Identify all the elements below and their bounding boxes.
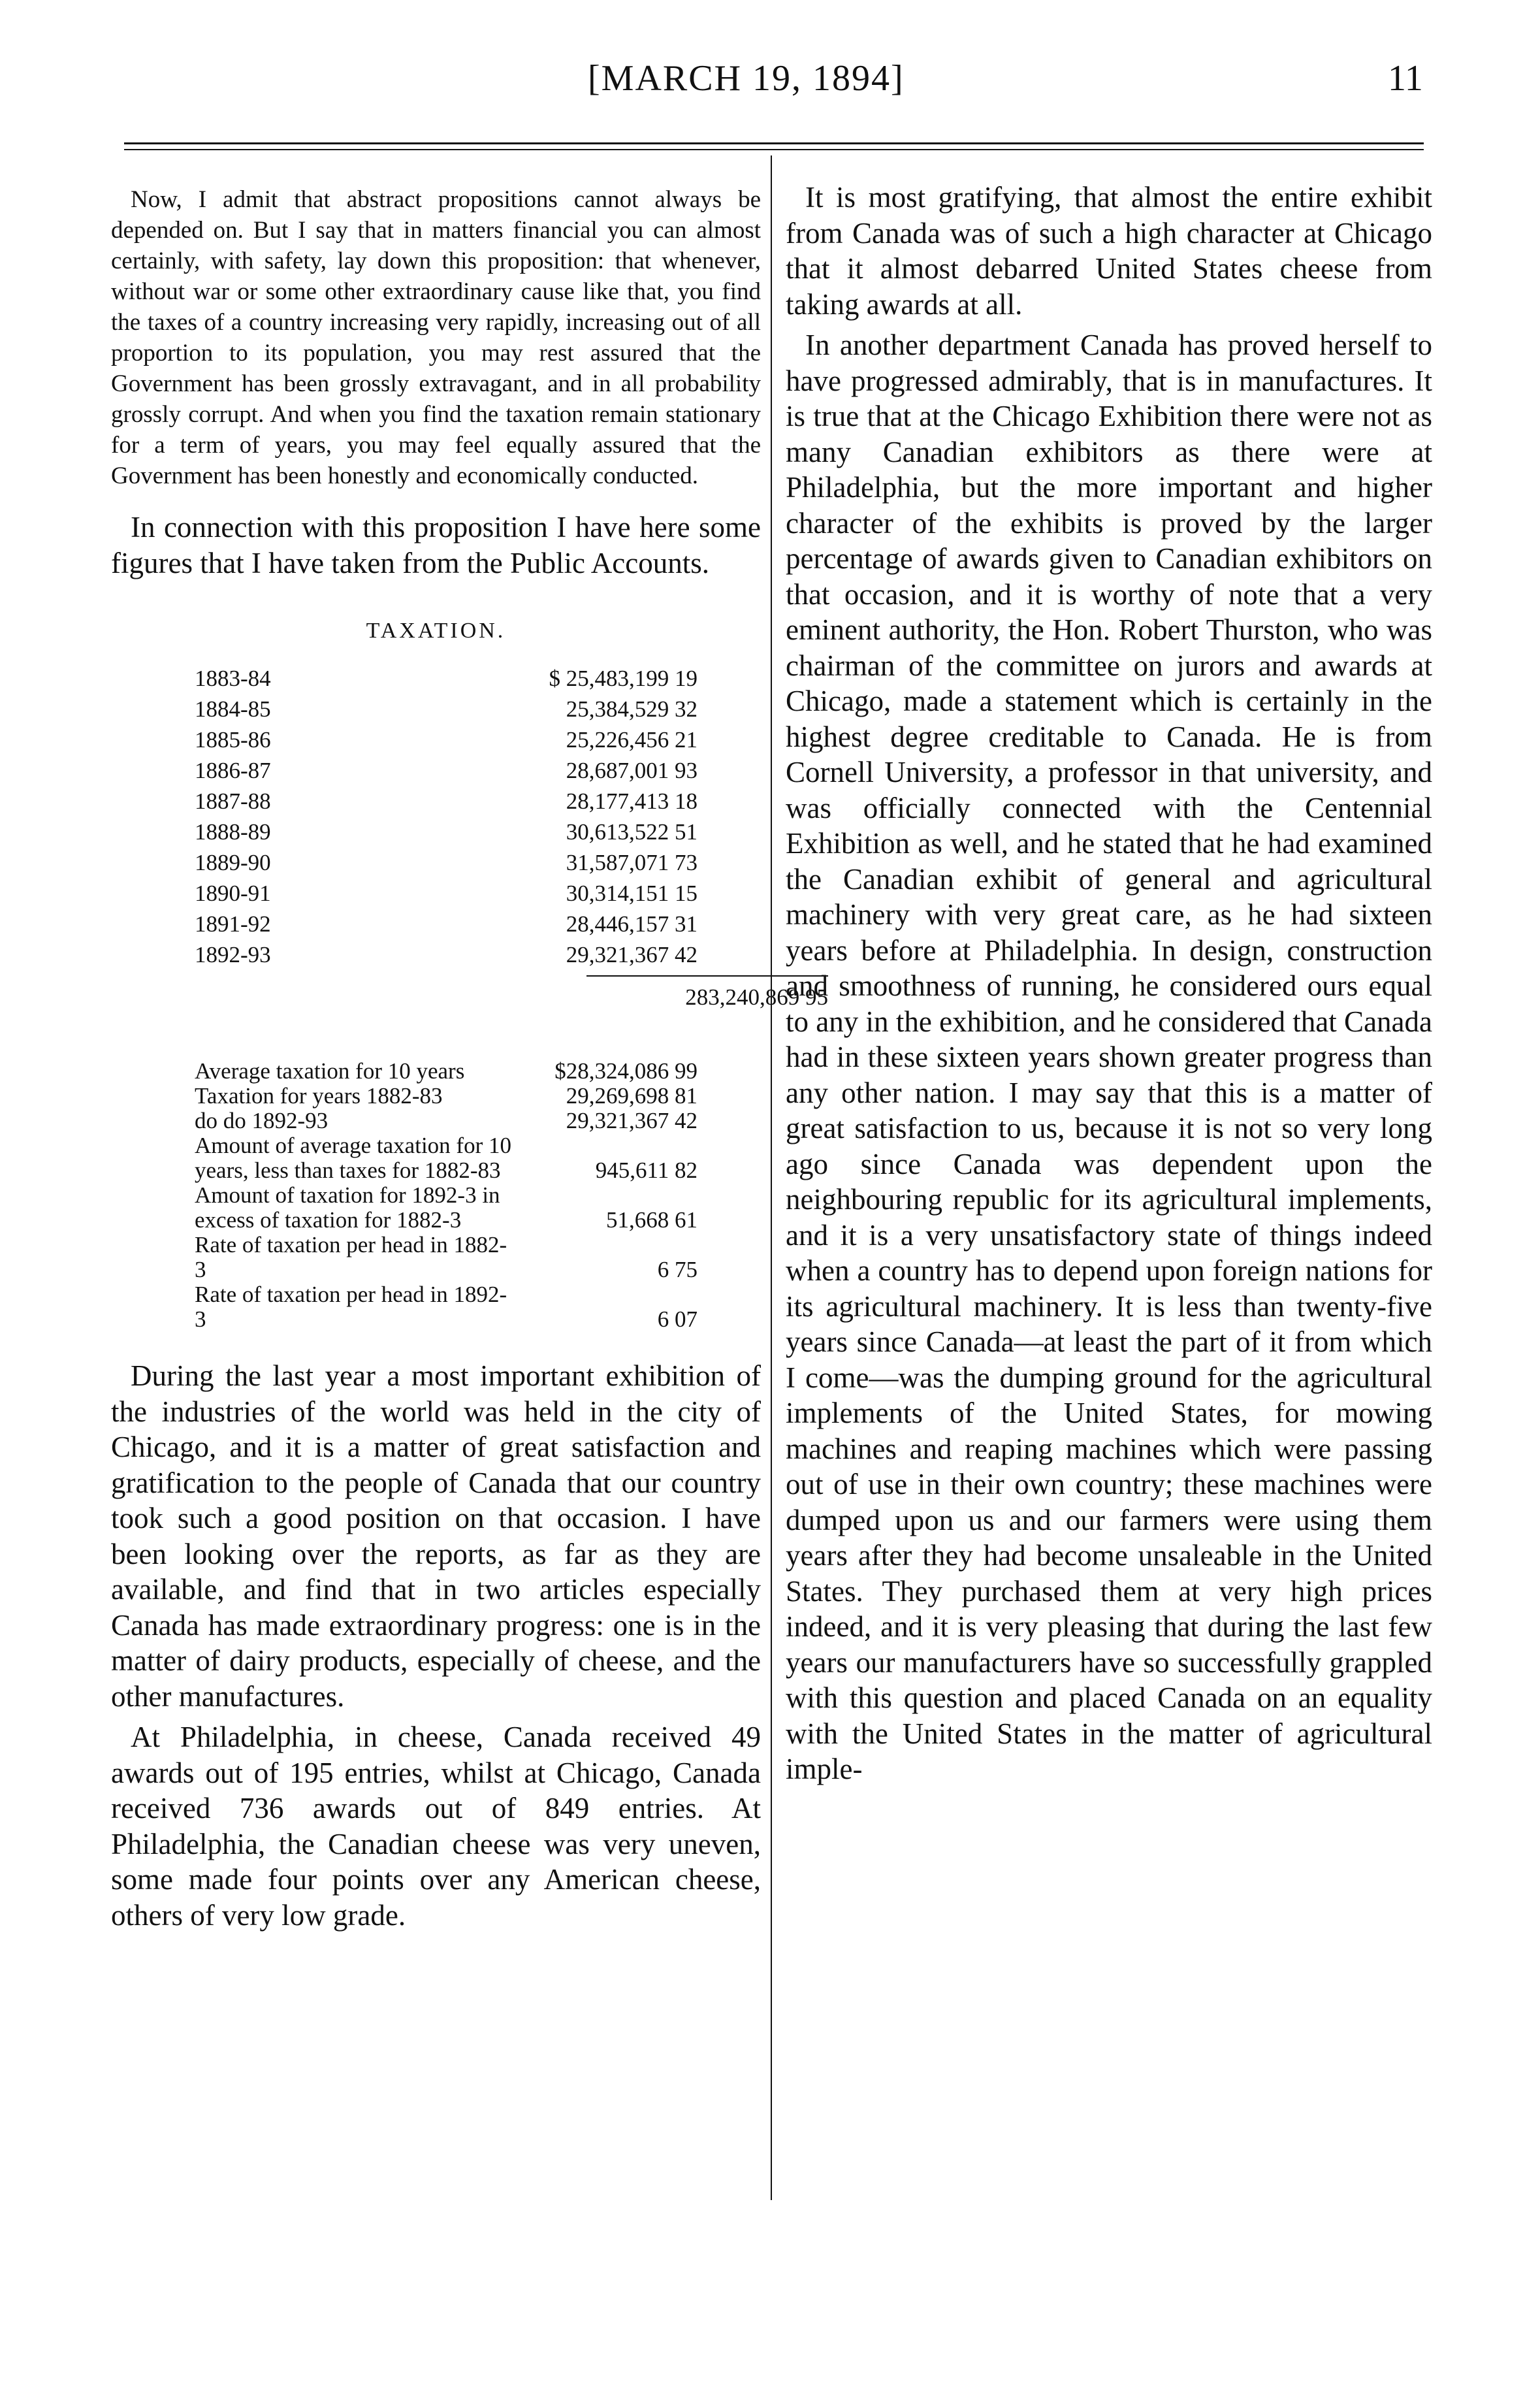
header-rule-bottom — [124, 149, 1424, 150]
page-header — [0, 0, 1540, 150]
right-column — [786, 180, 1432, 1792]
taxation-total-row — [195, 970, 828, 1030]
paragraph-chicago-exhibition: During the last year a most important exhibition of the industries of the world was held in the city of Chicago, and it is a matter of great satisfaction and gratification to the people of Canada that our country took such a good position on that occasion. I have been looking over the reports, as far as they are available, and find that in two articles especially Canada has made extraordinary progress: one is in the matter of dairy products, especially of cheese, and the other manufactures. — [111, 1359, 761, 1713]
taxation-row — [195, 847, 698, 878]
statistic-row — [195, 1183, 698, 1233]
taxation-row — [195, 909, 698, 939]
statistic-value: 29,269,698 81 — [566, 1083, 698, 1109]
taxation-year: 1888-89 — [195, 819, 271, 845]
statistic-row — [195, 1282, 698, 1332]
statistic-label: Taxation for years 1882-83 — [195, 1083, 443, 1109]
taxation-total: 283,240,869 95 — [685, 984, 828, 1010]
taxation-amount: 30,314,151 15 — [566, 881, 698, 906]
statistic-row — [195, 1109, 698, 1133]
taxation-year: 1892-93 — [195, 942, 271, 967]
taxation-amount: 28,446,157 31 — [566, 911, 698, 937]
taxation-amount: 28,687,001 93 — [566, 758, 698, 783]
taxation-amount: 31,587,071 73 — [566, 850, 698, 875]
taxation-table — [195, 663, 698, 970]
taxation-year: 1887-88 — [195, 788, 271, 814]
taxation-amount: 25,226,456 21 — [566, 727, 698, 753]
taxation-year: 1884-85 — [195, 696, 271, 722]
taxation-amount: 29,321,367 42 — [566, 942, 698, 967]
paragraph-abstract-propositions: Now, I admit that abstract propositions cannot always be depended on. But I say that in matters financial you can almost certainly, with safety, lay down this proposition: that whenever, without war or some other extraordinary cause like that, you find the taxes of a country increasing very rapidly, increasing out of all proportion to its population, you may rest assured that the Government has been grossly extravagant, and in all probability grossly corrupt. And when you find the taxation remain stationary for a term of years, you may feel equally assured that the Government has been honestly and economically conducted. — [111, 186, 761, 489]
taxation-amount: $ 25,483,199 19 — [549, 666, 698, 691]
statistic-row — [195, 1084, 698, 1109]
taxation-amount: 28,177,413 18 — [566, 788, 698, 814]
taxation-row — [195, 939, 698, 970]
paragraph-philadelphia-cheese: At Philadelphia, in cheese, Canada received 49 awards out of 195 entries, whilst at Chicago, Canada received 736 awards out of 849 entries. At Philadelphia, the Canadian cheese was very uneven, some made four points over any American cheese, others of very low grade. — [111, 1721, 761, 1932]
paragraph-cheese-exhibit: It is most gratifying, that almost the entire exhibit from Canada was of such a high character at Chicago that it almost debarred United States cheese from taking awards at all. — [786, 181, 1432, 321]
paragraph-public-accounts: In connection with this proposition I have here some figures that I have taken from the Public Accounts. — [111, 511, 761, 579]
taxation-year: 1885-86 — [195, 727, 271, 753]
header-rule-top — [124, 142, 1424, 144]
column-divider — [771, 155, 772, 2200]
taxation-year: 1890-91 — [195, 881, 271, 906]
statistic-value: 51,668 61 — [606, 1207, 698, 1233]
statistic-label: Rate of taxation per head in 1892-3 — [195, 1282, 507, 1332]
taxation-row — [195, 663, 698, 694]
taxation-year: 1889-90 — [195, 850, 271, 875]
statistic-value: 945,611 82 — [595, 1158, 698, 1183]
page-number: 11 — [1388, 58, 1423, 99]
taxation-table-title: TAXATION. — [366, 619, 506, 643]
statistic-row — [195, 1059, 698, 1084]
taxation-year: 1886-87 — [195, 758, 271, 783]
taxation-row — [195, 694, 698, 724]
taxation-row — [195, 878, 698, 909]
taxation-year: 1883-84 — [195, 666, 271, 691]
statistic-label: Rate of taxation per head in 1882-3 — [195, 1232, 507, 1282]
statistic-label: Amount of average taxation for 10 years, less than taxes for 1882-83 — [195, 1133, 511, 1183]
taxation-amount: 30,613,522 51 — [566, 819, 698, 845]
statistic-value: 6 75 — [657, 1257, 698, 1282]
statistic-value: 29,321,367 42 — [566, 1108, 698, 1133]
statistic-value: 6 07 — [657, 1306, 698, 1332]
statistic-label: Amount of taxation for 1892-3 in excess of taxation for 1882-3 — [195, 1182, 500, 1233]
statistic-value: $28,324,086 99 — [554, 1058, 698, 1084]
statistic-label: Average taxation for 10 years — [195, 1058, 465, 1084]
taxation-row — [195, 786, 698, 817]
left-column — [111, 184, 828, 1938]
statistic-row — [195, 1133, 698, 1183]
header-date: [MARCH 19, 1894] — [588, 58, 905, 99]
taxation-row — [195, 755, 698, 786]
taxation-amount: 25,384,529 32 — [566, 696, 698, 722]
taxation-row — [195, 817, 698, 847]
taxation-row — [195, 724, 698, 755]
taxation-statistics — [195, 1059, 698, 1332]
statistic-label: do do 1892-93 — [195, 1108, 329, 1133]
paragraph-manufactures: In another department Canada has proved herself to have progressed admirably, that is in manufactures. It is true that at the Chicago Exhibition there were not as many Canadian exhibitors as there were at Philadelphia, but the more important and higher character of the exhibits is proved by the larger percentage of awards given to Canadian exhibitors on that occasion, and it is worthy of note that a very eminent authority, the Hon. Robert Thurston, who was chairman of the committee on jurors and awards at Chicago, made a statement which is certainly in the highest degree creditable to Canada. He is from Cornell University, a professor in that university, and was officially connected with the Centennial Exhibition as well, and he stated that he had examined the Canadian exhibit of general and agricultural machinery with very great care, as he had sixteen years before at Philadelphia. In design, construction and smoothness of running, he considered ours equal to any in the exhibition, and he considered that Canada had in these sixteen years shown greater progress than any other nation. I may say that this is a matter of great satisfaction to us, because it is not so very long ago since Canada was dependent upon the neighbouring republic for its agricultural implements, and it is a very unsatisfactory state of things indeed when a country has to depend upon foreign nations for its agricultural machinery. It is less than twenty-five years since Canada—at least the part of it from which I come—was the dumping ground for the agricultural implements of the United States, for mowing machines and reaping machines which were passing out of use in their own country; these machines were dumped upon us and our farmers were using them years after they had become unsaleable in the United States. They purchased them at very high prices indeed, and it is very pleasing that during the last few years our manufacturers have so successfully grappled with this question and placed Canada on an equality with the United States in the matter of agricultural imple- — [786, 329, 1432, 1785]
taxation-year: 1891-92 — [195, 911, 271, 937]
statistic-row — [195, 1233, 698, 1282]
